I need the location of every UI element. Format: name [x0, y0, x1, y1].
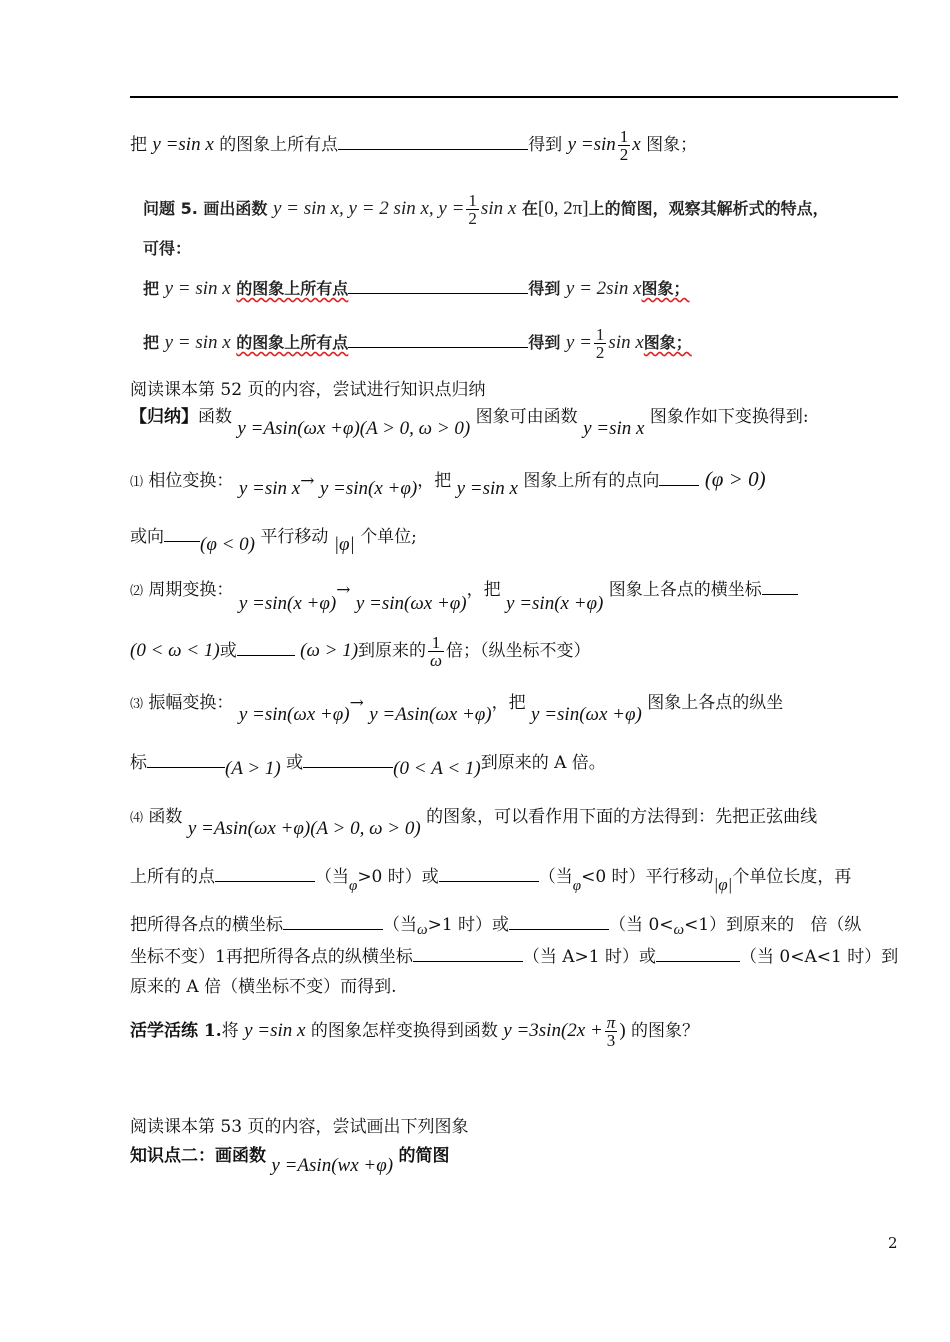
practice-problem: 活学活练 1.将 y =sin x 的图象怎样变换得到函数 y =3sin(2x + $\frac{\pi}{3}$ ) 的图象？: [130, 1013, 700, 1050]
phase-shift-line2: 或向 (φ < 0) 平行移动 |φ| 个单位;: [130, 527, 417, 555]
header-rule: [130, 96, 898, 98]
amplitude-change-line: ⑶ 振幅变换： y =sin(ωx +φ)→ y =Asin(ωx +φ)，把 y =sin(ωx +φ) 图象上各点的纵坐: [130, 693, 784, 725]
period-change-line2: (0 < ω < 1)或 (ω > 1)到原来的 $\frac{1}{\omega}$ 倍；（纵坐标不变）: [130, 633, 591, 670]
problem5-line1: 问题 5. 画出函数 y = sin x, y = 2 sin x, y = $\frac{1}{2}$ sin x 在[0, 2π]上的简图，观察其解析式的特点，: [143, 191, 829, 228]
line-half-x: 把 y =sin x 的图象上所有点 得到 y =sin $\frac{1}{2}$ x 图象；: [130, 127, 698, 164]
problem5-line3: 把 y = sin x 的图象上所有点 得到 y = 2sin x图象；: [143, 278, 690, 299]
problem5-line4: 把 y = sin x 的图象上所有点 得到 y = $\frac{1}{2}$ sin x图象；: [143, 325, 692, 362]
combined-transform-line5: 原来的 A 倍（横坐标不变）而得到.: [130, 977, 397, 997]
summary-line: 【归纳】函数 y =Asin(ωx +φ)(A > 0, ω > 0) 图象可由函数 y =sin x 图象作如下变换得到:: [130, 407, 809, 439]
problem5-line2: 可得：: [143, 239, 192, 258]
page-number: 2: [888, 1234, 898, 1252]
combined-transform-line3: 把所得各点的横坐标 （当ω>1 时）或 （当 0<ω<1）到原来的 倍（纵: [130, 915, 862, 938]
knowledge-point-2: 知识点二：画函数 y =Asin(wx +φ) 的简图: [130, 1146, 450, 1176]
amplitude-change-line2: 标 (A > 1) 或 (0 < A < 1)到原来的 A 倍。: [130, 753, 606, 779]
combined-transform-line2: 上所有的点 （当φ>0 时）或 （当φ<0 时）平行移动|φ|个单位长度，再: [130, 867, 852, 894]
read-page-53: 阅读课本第 53 页的内容，尝试画出下列图象: [130, 1117, 469, 1137]
combined-transform-line4: 坐标不变）1再把所得各点的纵横坐标 （当 A>1 时）或 （当 0<A<1 时）到: [130, 947, 899, 967]
read-page-52: 阅读课本第 52 页的内容，尝试进行知识点归纳: [130, 380, 486, 400]
period-change-line: ⑵ 周期变换： y =sin(x +φ)→ y =sin(ωx +φ)，把 y =sin(x +φ) 图象上各点的横坐标: [130, 575, 798, 601]
phase-shift-line: ⑴ 相位变换： y =sin x→ y =sin(x +φ)，把 y =sin x 图象上所有的点向 (φ > 0): [130, 467, 766, 499]
combined-transform-line1: ⑷ 函数 y =Asin(ωx +φ)(A > 0, ω > 0) 的图象，可以看作用下面的方法得到：先把正弦曲线: [130, 807, 818, 839]
